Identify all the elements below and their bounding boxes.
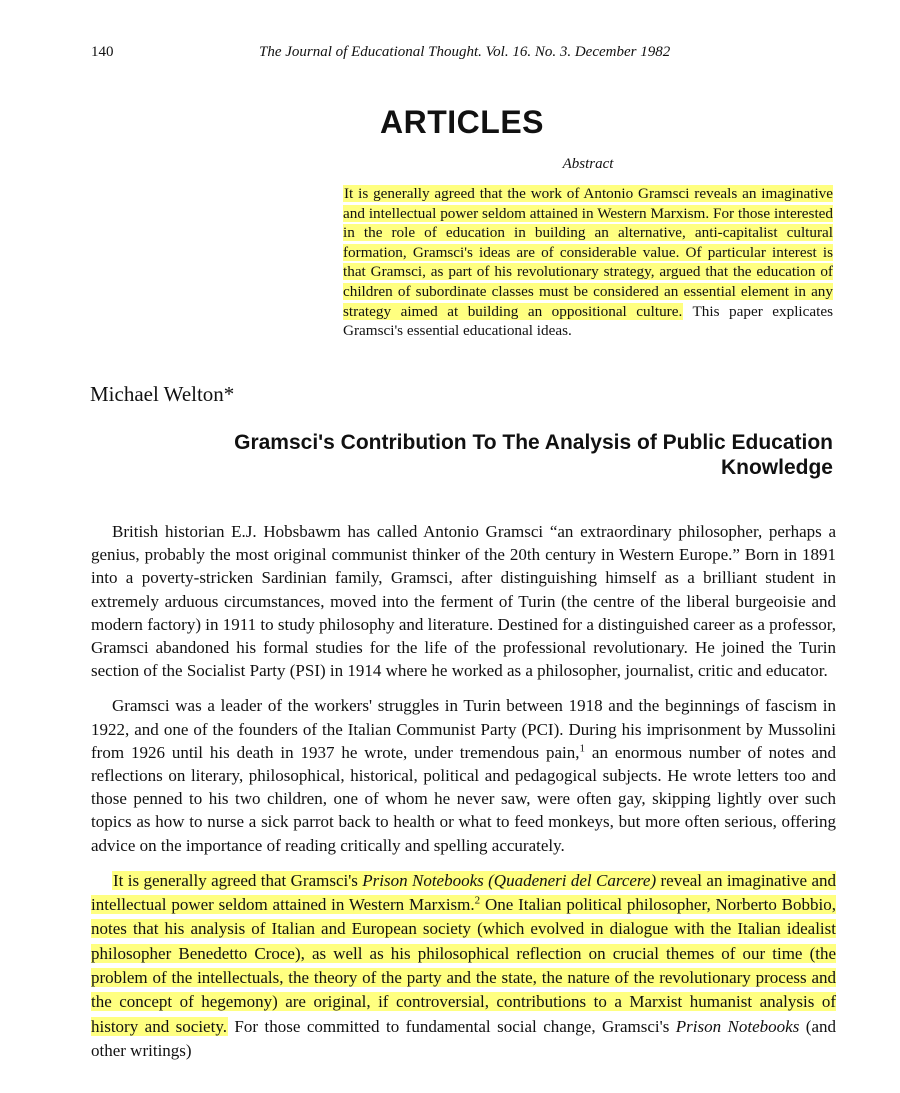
paragraph-3-part-c: One Italian political philosopher, Norberto Bobbio, notes that his analysis of Italian and European society (which evolved in dialogue with the Italian idealist philosopher Benedetto Croce), as well as his philosophical reflection on crucial themes of our time (the problem of the intellectuals, the theory of the party and the state, the nature of the revolutionary process and the concept of hegemony) are original, if controversial, contributions to a Marxist humanist analysis of history and society. bbox=[91, 895, 836, 1036]
paragraph-3-part-b: reveal an imaginative and intellectual power seldom attained in Western Marxism. bbox=[91, 870, 836, 915]
paragraph-2-part-b: an enormous number of notes and reflections on literary, philosophical, historical, political and pedagogical subjects. He wrote letters too and those penned to his two children, one of whom he never saw, were often gay, skipping lightly over such topics as how to nurse a sick parrot back to health or what to feed monkeys, but more often serious, offering advice on the importance of reading critically and spelling accurately. bbox=[91, 742, 836, 855]
article-title bbox=[150, 430, 833, 480]
paragraph-1: British historian E.J. Hobsbawm has called Antonio Gramsci “an extraordinary philosopher, perhaps a genius, probably the most original communist thinker of the 20th century in Western Europe.” Born in 1891 into a poverty-stricken Sardinian family, Gramsci, after distinguishing himself as a brilliant student in extremely arduous circumstances, moved into the ferment of Turin (the centre of the liberal burgeoisie and modern factory) in 1911 to study philosophy and literature. Destined for a distinguished career as a professor, Gramsci abandoned his formal studies for the life of the professional revolutionary. He joined the Turin section of the Socialist Party (PSI) in 1914 where he worked as a philosopher, journalist, critic and educator. bbox=[91, 522, 836, 681]
abstract-highlight: It is generally agreed that the work of Antonio Gramsci reveals an imaginative and intellectual power seldom attained in Western Marxism. For those interested in the role of education in building an alternative, anti-capitalist cultural formation, Gramsci's ideas are of considerable value. Of particular interest is that Gramsci, as part of his revolutionary strategy, argued that the education of children of subordinate classes must be considered an essential element in any strategy aimed at building an oppositional culture. bbox=[343, 185, 833, 320]
abstract-label: Abstract bbox=[562, 156, 614, 172]
article-body bbox=[91, 520, 836, 1075]
author-name: Michael Welton* bbox=[90, 382, 235, 406]
book-title-italic-2: Prison Notebooks bbox=[675, 1016, 800, 1036]
abstract-text bbox=[343, 184, 833, 341]
paragraph-2-part-a: Gramsci was a leader of the workers' struggles in Turin between 1918 and the beginnings of fascism in 1922, and one of the founders of the Italian Communist Party (PCI). During his imprisonment by Mussolini from 1926 until his death in 1937 he wrote, under tremendous pain, bbox=[91, 696, 836, 762]
article-title-line-1: Gramsci's Contribution To The Analysis of Public Education bbox=[234, 431, 833, 454]
section-title: ARTICLES bbox=[380, 104, 544, 140]
footnote-ref-1: 1 bbox=[579, 742, 585, 755]
paragraph-3-part-d: For those committed to fundamental social change, Gramsci's bbox=[227, 1016, 676, 1036]
abstract-rest: This paper explicates Gramsci's essential educational ideas. bbox=[343, 302, 833, 340]
paragraph-2 bbox=[91, 694, 836, 856]
page-number: 140 bbox=[91, 44, 114, 60]
book-title-italic: Prison Notebooks (Quadeneri del Carcere) bbox=[362, 870, 657, 890]
paragraph-3-part-a: It is generally agreed that Gramsci's bbox=[113, 870, 363, 890]
paragraph-3-highlight bbox=[91, 871, 836, 1036]
paragraph-3 bbox=[91, 869, 836, 1063]
running-header bbox=[91, 44, 832, 66]
journal-citation: The Journal of Educational Thought. Vol. 16. No. 3. December 1982 bbox=[259, 44, 671, 60]
footnote-ref-2: 2 bbox=[474, 894, 481, 907]
article-title-line-2: Knowledge bbox=[720, 456, 833, 479]
paragraph-3-part-e: (and other writings) bbox=[91, 1016, 836, 1060]
